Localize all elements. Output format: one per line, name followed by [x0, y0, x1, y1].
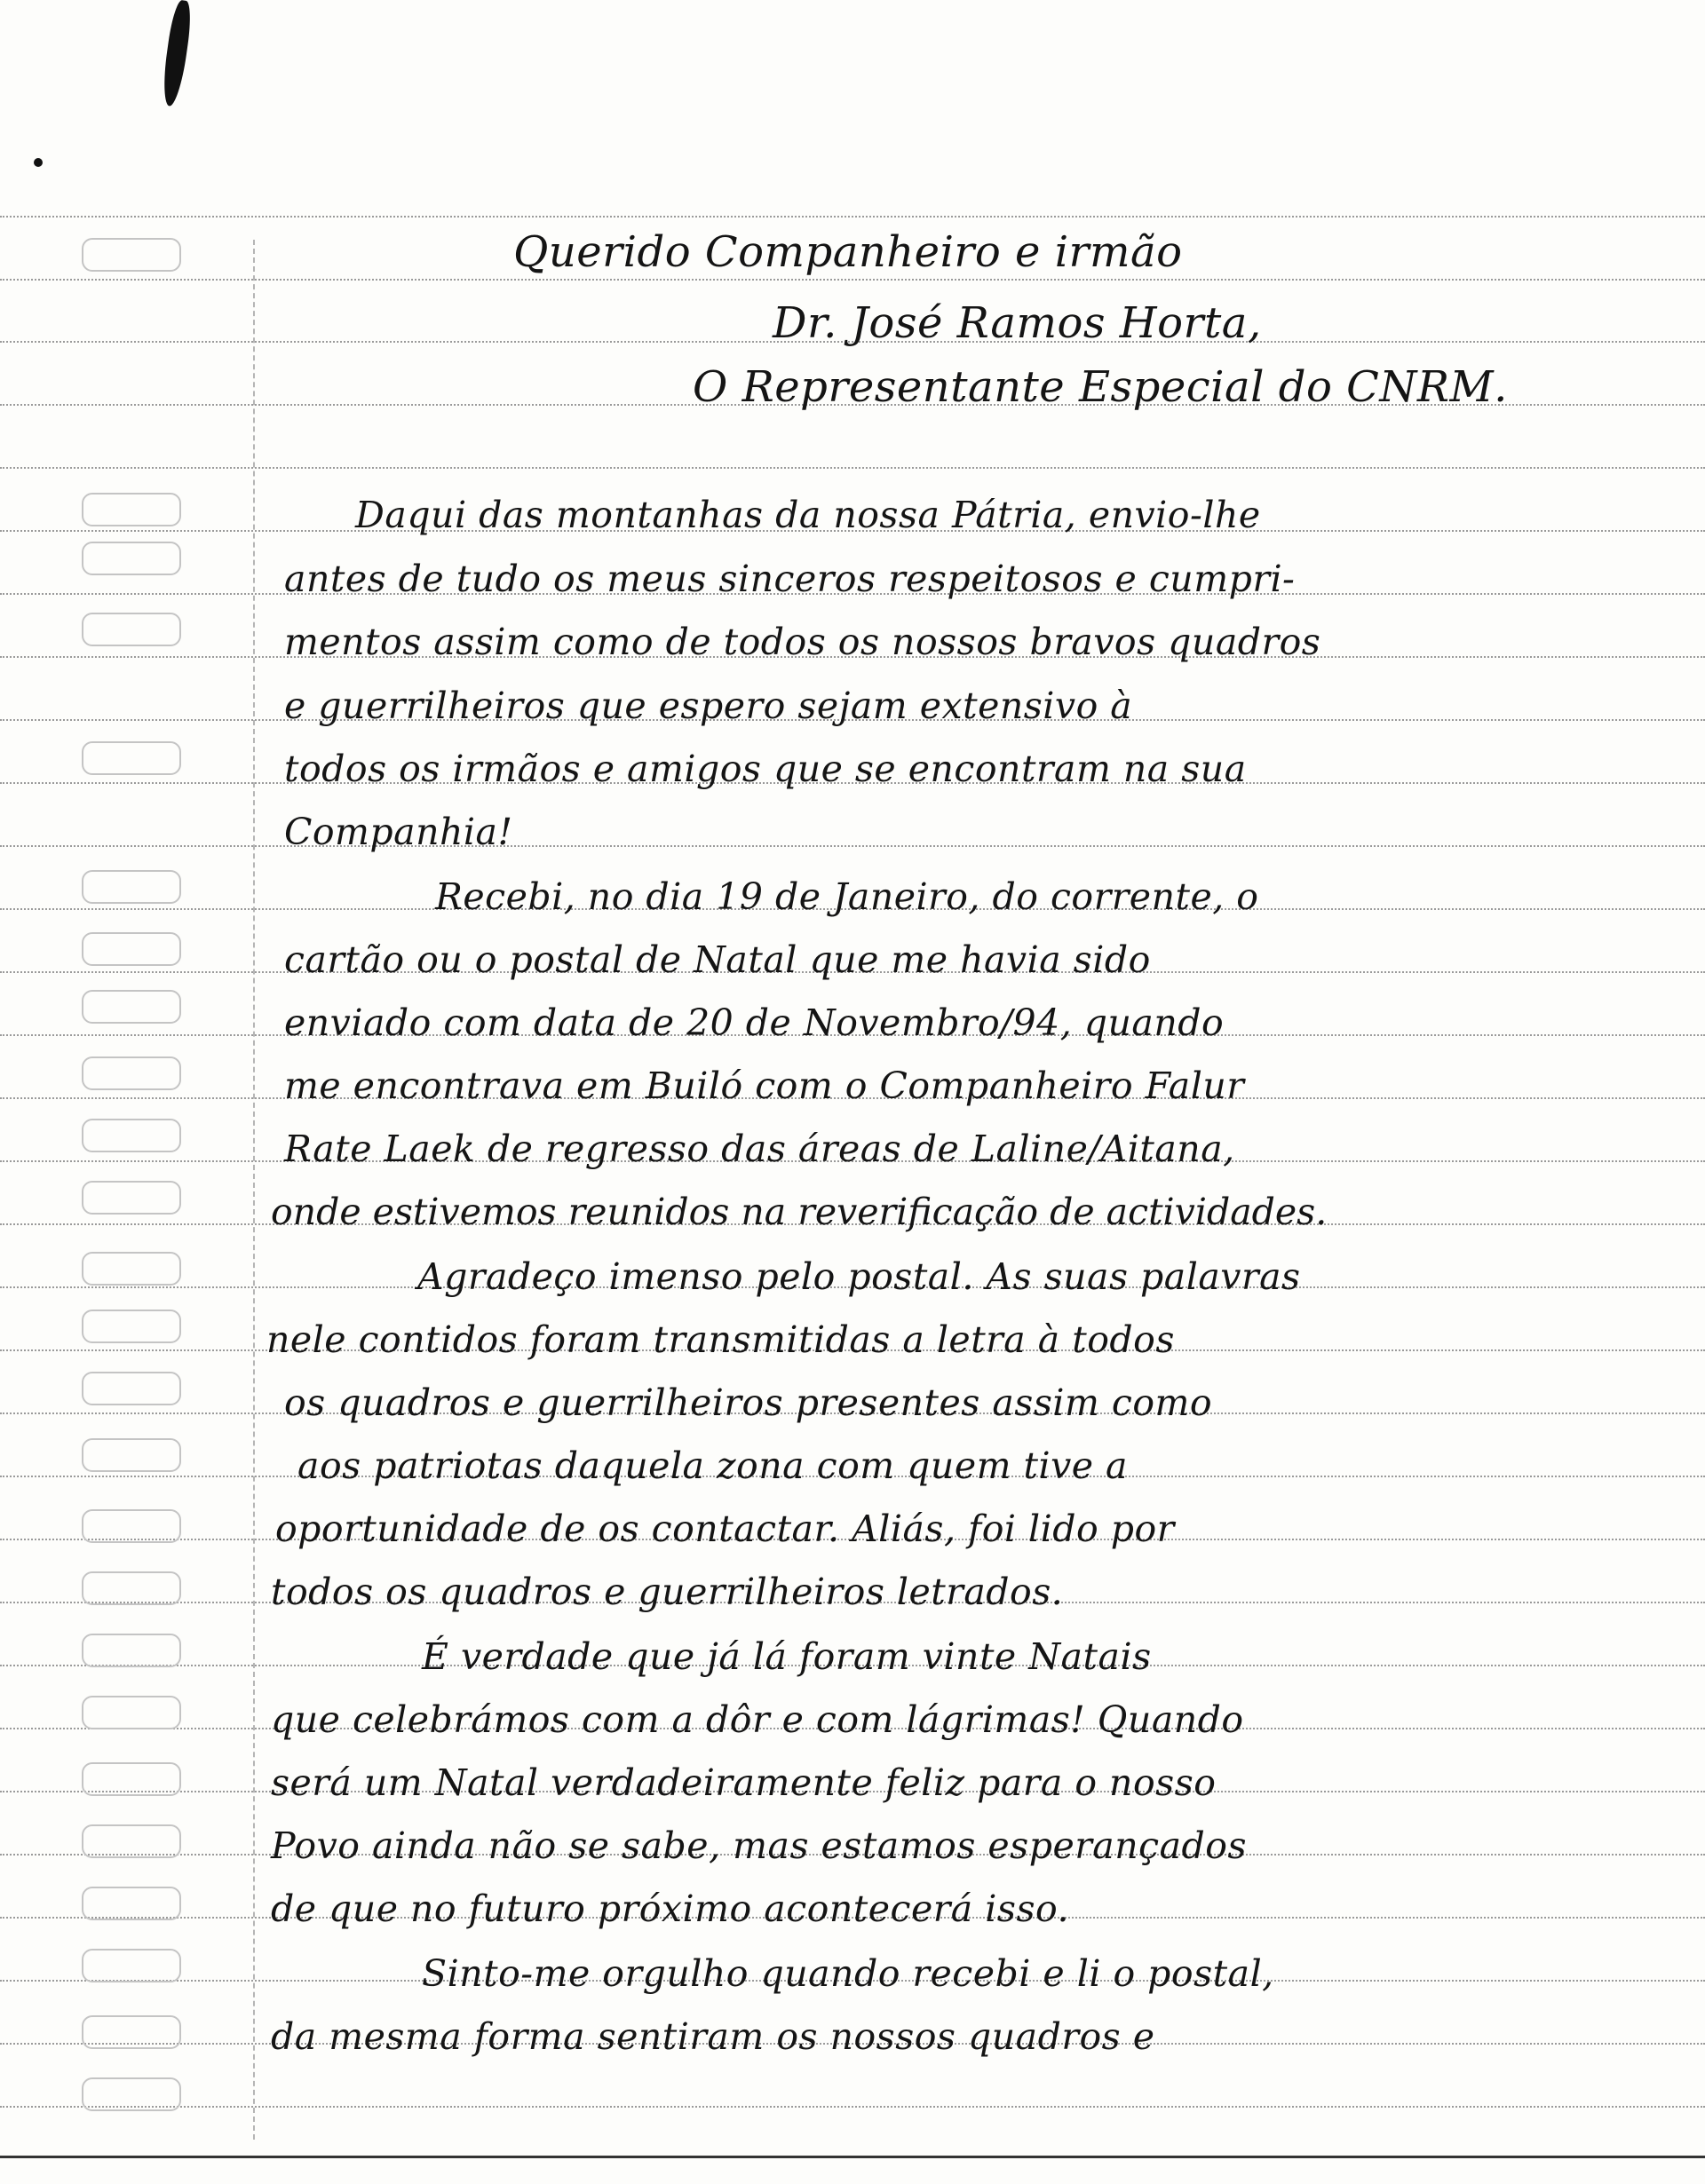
body-line: todos os irmãos e amigos que se encontram na sua [284, 748, 1247, 790]
bottom-edge-rule [0, 2156, 1705, 2158]
body-line: Companhia! [284, 811, 513, 853]
body-line: Rate Laek de regresso das áreas de Laline/Aitana, [284, 1128, 1235, 1170]
body-line: mentos assim como de todos os nossos bravos quadros [284, 621, 1321, 663]
margin-line [253, 240, 255, 2140]
ink-blot [160, 0, 194, 107]
body-line: que celebrámos com a dôr e com lágrimas! Quando [271, 1698, 1244, 1741]
body-line: todos os quadros e guerrilheiros letrados. [271, 1571, 1064, 1613]
body-line: da mesma forma sentiram os nossos quadros e [271, 2015, 1155, 2058]
body-line: cartão ou o postal de Natal que me havia sido [284, 938, 1151, 981]
body-line: oportunidade de os contactar. Aliás, foi lido por [275, 1507, 1175, 1550]
body-line: onde estivemos reunidos na reverificação de actividades. [271, 1191, 1328, 1233]
body-line: antes de tudo os meus sinceros respeitosos e cumpri- [284, 558, 1296, 600]
salutation-line-2: Dr. José Ramos Horta, [773, 298, 1262, 348]
body-line: de que no futuro próximo acontecerá isso. [271, 1887, 1069, 1930]
body-line: enviado com data de 20 de Novembro/94, quando [284, 1001, 1225, 1044]
body-line: Agradeço imenso pelo postal. As suas palavras [417, 1255, 1301, 1298]
ink-dot [34, 158, 43, 167]
body-line: aos patriotas daquela zona com quem tive a [297, 1444, 1128, 1487]
body-line: nele contidos foram transmitidas a letra à todos [266, 1318, 1175, 1361]
salutation-line-3: O Representante Especial do CNRM. [693, 362, 1508, 412]
body-line: e guerrilheiros que espero sejam extensivo à [284, 684, 1133, 727]
body-line: Povo ainda não se sabe, mas estamos esperançados [271, 1824, 1248, 1867]
body-line: Daqui das montanhas da nossa Pátria, envio-lhe [355, 494, 1261, 536]
body-line: me encontrava em Builó com o Companheiro Falur [284, 1064, 1245, 1107]
salutation-line-1: Querido Companheiro e irmão [513, 227, 1183, 277]
body-line: os quadros e guerrilheiros presentes assim como [284, 1381, 1213, 1424]
body-line: É verdade que já lá foram vinte Natais [422, 1635, 1152, 1678]
body-line: será um Natal verdadeiramente feliz para o nosso [271, 1761, 1217, 1804]
body-line: Recebi, no dia 19 de Janeiro, do corrente, o [435, 875, 1259, 918]
body-line: Sinto-me orgulho quando recebi e li o postal, [422, 1952, 1274, 1995]
